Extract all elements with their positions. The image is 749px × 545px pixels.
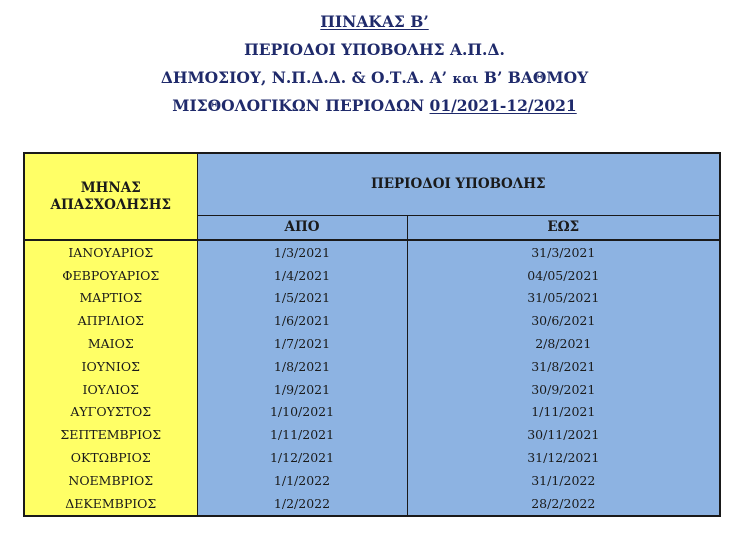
title-line-4-part-a: ΜΙΣΘΟΛΟΓΙΚΩΝ ΠΕΡΙΟΔΩΝ — [172, 96, 425, 115]
table-row — [24, 355, 720, 378]
month-cell: ΔΕΚΕΜΒΡΙΟΣ — [24, 492, 197, 516]
title-line-3 — [0, 68, 749, 87]
month-cell: ΣΕΠΤΕΜΒΡΙΟΣ — [24, 423, 197, 446]
to-date-cell: 28/2/2022 — [407, 492, 720, 516]
table-row — [24, 309, 720, 332]
to-column-header: ΕΩΣ — [407, 215, 720, 240]
table-row — [24, 332, 720, 355]
to-date-cell: 31/05/2021 — [407, 287, 720, 310]
month-cell: ΝΟΕΜΒΡΙΟΣ — [24, 469, 197, 492]
from-date-cell: 1/3/2021 — [197, 240, 407, 264]
table-row — [24, 264, 720, 287]
month-cell: ΜΑΡΤΙΟΣ — [24, 287, 197, 310]
month-cell: ΙΑΝΟΥΑΡΙΟΣ — [24, 240, 197, 264]
month-column-header — [24, 153, 197, 240]
to-date-cell: 2/8/2021 — [407, 332, 720, 355]
month-cell: ΟΚΤΩΒΡΙΟΣ — [24, 446, 197, 469]
table-row — [24, 240, 720, 264]
from-date-cell: 1/4/2021 — [197, 264, 407, 287]
month-header-line-1: ΜΗΝΑΣ — [80, 179, 141, 196]
from-date-cell: 1/5/2021 — [197, 287, 407, 310]
month-header-line-2: ΑΠΑΣΧΟΛΗΣΗΣ — [50, 196, 172, 213]
title-line-3-part-b: Β’ ΒΑΘΜΟΥ — [483, 68, 589, 87]
table-row — [24, 423, 720, 446]
month-cell: ΑΥΓΟΥΣΤΟΣ — [24, 401, 197, 424]
to-date-cell: 30/11/2021 — [407, 423, 720, 446]
from-column-header: ΑΠΟ — [197, 215, 407, 240]
from-date-cell: 1/7/2021 — [197, 332, 407, 355]
to-date-cell: 30/9/2021 — [407, 378, 720, 401]
table-row — [24, 378, 720, 401]
month-cell: ΙΟΥΝΙΟΣ — [24, 355, 197, 378]
from-date-cell: 1/2/2022 — [197, 492, 407, 516]
table-row — [24, 446, 720, 469]
to-date-cell: 1/11/2021 — [407, 401, 720, 424]
from-date-cell: 1/11/2021 — [197, 423, 407, 446]
to-date-cell: 31/3/2021 — [407, 240, 720, 264]
from-date-cell: 1/12/2021 — [197, 446, 407, 469]
month-cell: ΑΠΡΙΛΙΟΣ — [24, 309, 197, 332]
submission-periods-table — [23, 152, 721, 517]
from-date-cell: 1/9/2021 — [197, 378, 407, 401]
from-date-cell: 1/10/2021 — [197, 401, 407, 424]
from-date-cell: 1/6/2021 — [197, 309, 407, 332]
month-cell: ΜΑΙΟΣ — [24, 332, 197, 355]
title-line-1: ΠΙΝΑΚΑΣ Β’ — [320, 12, 429, 31]
to-date-cell: 04/05/2021 — [407, 264, 720, 287]
table-title — [0, 12, 749, 31]
to-date-cell: 31/12/2021 — [407, 446, 720, 469]
period-column-header: ΠΕΡΙΟΔΟΙ ΥΠΟΒΟΛΗΣ — [197, 153, 720, 215]
title-period-range: 01/2021-12/2021 — [429, 96, 577, 115]
table-row — [24, 401, 720, 424]
month-cell: ΙΟΥΛΙΟΣ — [24, 378, 197, 401]
title-line-2: ΠΕΡΙΟΔΟΙ ΥΠΟΒΟΛΗΣ Α.Π.Δ. — [244, 40, 505, 59]
month-cell: ΦΕΒΡΟΥΑΡΙΟΣ — [24, 264, 197, 287]
to-date-cell: 31/8/2021 — [407, 355, 720, 378]
from-date-cell: 1/8/2021 — [197, 355, 407, 378]
to-date-cell: 30/6/2021 — [407, 309, 720, 332]
table-row — [24, 287, 720, 310]
from-date-cell: 1/1/2022 — [197, 469, 407, 492]
to-date-cell: 31/1/2022 — [407, 469, 720, 492]
table-row — [24, 469, 720, 492]
title-line-3-part-a: ΔΗΜΟΣΙΟΥ, Ν.Π.Δ.Δ. & Ο.Τ.Α. Α’ — [160, 68, 448, 87]
table-row — [24, 492, 720, 516]
title-line-3-kai: και — [452, 72, 479, 87]
title-line-4 — [0, 96, 749, 115]
